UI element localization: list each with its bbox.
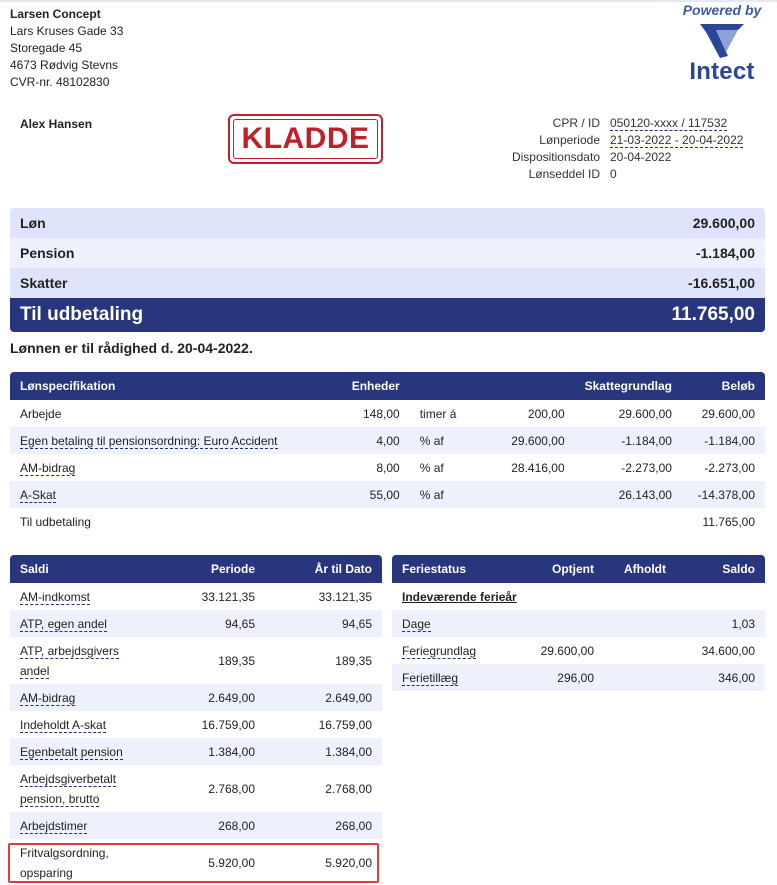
ferie-balance: 1,03 [676, 610, 765, 637]
powered-by-text: Powered by [682, 2, 762, 18]
spec-unit-text [410, 508, 470, 535]
meta-row-payslip-id [500, 166, 770, 183]
saldi-period: 189,35 [218, 653, 255, 668]
table-row [10, 684, 382, 711]
meta-label: Lønseddel ID [528, 167, 600, 181]
table-row [392, 637, 765, 664]
ferie-name-link[interactable]: Ferietillæg [402, 670, 459, 685]
spec-tax-base: 29.600,00 [618, 406, 672, 421]
ferie-earned: 29.600,00 [540, 643, 594, 658]
spec-amount: -1.184,00 [682, 427, 765, 454]
col-header-saldi: Saldi [10, 555, 150, 583]
ferie-name-link[interactable]: Feriegrundlag [402, 643, 477, 658]
saldi-name-link[interactable]: andel [20, 663, 50, 678]
spec-unit-text: timer á [419, 406, 457, 421]
ferie-earned: 296,00 [504, 664, 604, 691]
spec-units [310, 508, 410, 535]
spec-unit-text: % af [419, 460, 444, 475]
ferie-name-link[interactable]: Dage [402, 616, 431, 631]
saldi-period: 5.920,00 [208, 855, 255, 870]
saldi-period: 16.759,00 [201, 717, 255, 732]
table-row [392, 610, 765, 637]
highlight-box [8, 843, 379, 883]
ferie-held [604, 637, 676, 664]
intect-logo [676, 2, 768, 94]
col-header-held: Afholdt [604, 555, 676, 583]
saldi-ytd: 94,65 [265, 610, 382, 637]
col-header-vacation: Feriestatus [392, 555, 504, 583]
spec-amount: -14.378,00 [682, 481, 765, 508]
table-row [10, 738, 382, 765]
availability-note: Lønnen er til rådighed d. 20-04-2022. [10, 340, 253, 356]
col-header-spec: Lønspecifikation [10, 372, 310, 400]
saldi-ytd: 33.121,35 [318, 589, 372, 604]
spec-tax-base: 26.143,00 [575, 481, 682, 508]
spec-units: 148,00 [363, 406, 400, 421]
intect-brand-text: Intect [689, 58, 755, 85]
table-row [10, 400, 765, 427]
spec-name: Arbejde [20, 406, 62, 421]
salary-specification-table [10, 372, 765, 535]
saldi-name-link[interactable]: pension, brutto [20, 791, 100, 806]
meta-value: 0 [610, 167, 617, 181]
summary-label: Pension [20, 245, 75, 261]
saldi-period: 33.121,35 [201, 589, 255, 604]
ferie-balance: 34.600,00 [701, 643, 755, 658]
table-row [10, 711, 382, 738]
spec-rate [470, 481, 575, 508]
company-address-2: Storegade 45 [10, 41, 83, 55]
intect-logo-icon [698, 22, 746, 60]
spec-unit-text: % af [410, 481, 470, 508]
saldi-period: 1.384,00 [150, 738, 265, 765]
saldi-name-link[interactable]: Arbejdstimer [20, 818, 88, 833]
ferie-earned [504, 610, 604, 637]
saldi-period: 2.649,00 [150, 684, 265, 711]
spec-rate: 200,00 [527, 406, 565, 421]
meta-row-disposition [500, 149, 770, 166]
saldi-name-link[interactable]: ATP, egen andel [20, 616, 107, 631]
saldi-name-link[interactable]: AM-indkomst [20, 589, 91, 604]
spec-tax-base: -1.184,00 [575, 427, 682, 454]
meta-value: 050120-xxxx / 117532 [610, 116, 728, 130]
saldi-name-link[interactable]: AM-bidrag [20, 690, 76, 705]
table-row [10, 427, 765, 454]
draft-stamp [228, 114, 383, 164]
company-info [10, 6, 123, 91]
table-row [10, 508, 765, 535]
vacation-status-table [392, 555, 765, 691]
vacation-year-heading: Indeværende ferieår [402, 589, 517, 604]
spec-units: 8,00 [376, 460, 400, 475]
summary-value: 29.600,00 [692, 215, 755, 231]
table-row [392, 664, 765, 691]
balances-table [10, 555, 382, 885]
saldi-ytd: 1.384,00 [265, 738, 382, 765]
col-header-amount: Beløb [682, 372, 765, 400]
summary-label: Løn [20, 215, 46, 231]
spec-rate [470, 508, 575, 535]
spec-tax-base: -2.273,00 [621, 460, 672, 475]
meta-label: CPR / ID [552, 116, 600, 130]
saldi-ytd: 2.768,00 [325, 781, 372, 796]
saldi-ytd: 189,35 [335, 653, 372, 668]
meta-label: Lønperiode [539, 133, 600, 147]
col-header-period: Periode [150, 555, 265, 583]
employee-name: Alex Hansen [20, 117, 93, 131]
payslip-meta [500, 115, 770, 183]
spec-units: 55,00 [310, 481, 410, 508]
spec-name-link[interactable]: Egen betaling til pensionsordning: Euro Accident [20, 433, 278, 448]
saldi-period: 2.768,00 [208, 781, 255, 796]
summary-row-taxes [10, 268, 765, 298]
meta-row-cpr [500, 115, 770, 132]
col-header-ytd: År til Dato [265, 555, 382, 583]
summary-label: Skatter [20, 275, 68, 291]
saldi-name-link[interactable]: ATP, arbejdsgivers [20, 643, 119, 658]
spec-amount: 11.765,00 [702, 514, 755, 529]
company-address-3: 4673 Rødvig Stevns [10, 58, 119, 72]
table-row [10, 765, 382, 812]
col-header-balance: Saldo [676, 555, 765, 583]
spec-name: Til udbetaling [20, 514, 91, 529]
col-header-earned: Optjent [504, 555, 604, 583]
saldi-ytd: 268,00 [265, 812, 382, 839]
spec-unit-text: % af [410, 427, 470, 454]
pay-summary [10, 208, 765, 332]
ferie-balance: 346,00 [676, 664, 765, 691]
saldi-name-link[interactable]: Egenbetalt pension [20, 744, 123, 759]
meta-label: Dispositionsdato [511, 150, 600, 164]
spec-name-link[interactable]: A-Skat [20, 487, 57, 502]
summary-total-label: Til udbetaling [20, 304, 144, 325]
summary-row-salary [10, 208, 765, 238]
summary-value: -16.651,00 [688, 275, 755, 291]
spec-rate: 29.600,00 [470, 427, 575, 454]
saldi-name-link[interactable]: Arbejdsgiverbetalt [20, 771, 117, 786]
spec-name-link[interactable]: AM-bidrag [20, 460, 76, 475]
col-header-units: Enheder [310, 372, 410, 400]
spec-units: 4,00 [310, 427, 410, 454]
ferie-held [604, 610, 676, 637]
meta-value: 20-04-2022 [610, 150, 672, 164]
spec-amount: 29.600,00 [701, 406, 755, 421]
draft-stamp-text: KLADDE [233, 119, 378, 159]
spec-tax-base [575, 508, 682, 535]
summary-total-value: 11.765,00 [671, 304, 755, 325]
spec-rate: 28.416,00 [511, 460, 565, 475]
meta-row-period [500, 132, 770, 149]
table-row [10, 583, 382, 610]
meta-value: 21-03-2022 - 20-04-2022 [610, 133, 744, 147]
company-address-1: Lars Kruses Gade 33 [10, 24, 124, 38]
table-row [10, 637, 382, 684]
table-row [10, 610, 382, 637]
spec-amount: -2.273,00 [704, 460, 755, 475]
saldi-period: 268,00 [150, 812, 265, 839]
ferie-held [604, 664, 676, 691]
table-row [10, 454, 765, 481]
summary-value: -1.184,00 [695, 245, 755, 261]
top-border [0, 0, 777, 2]
table-row [10, 481, 765, 508]
summary-row-total [10, 298, 765, 332]
saldi-ytd: 5.920,00 [325, 855, 372, 870]
saldi-name: Fritvalgsordning, [20, 845, 109, 860]
saldi-period: 94,65 [150, 610, 265, 637]
table-row [10, 812, 382, 839]
saldi-ytd: 16.759,00 [318, 717, 372, 732]
saldi-name-link[interactable]: Indeholdt A-skat [20, 717, 107, 732]
saldi-name: opsparing [20, 865, 73, 880]
company-name: Larsen Concept [10, 7, 101, 21]
saldi-ytd: 2.649,00 [265, 684, 382, 711]
company-cvr: CVR-nr. 48102830 [10, 75, 110, 89]
table-section-row [392, 583, 765, 610]
summary-row-pension [10, 238, 765, 268]
col-header-tax-base: Skattegrundlag [575, 372, 682, 400]
